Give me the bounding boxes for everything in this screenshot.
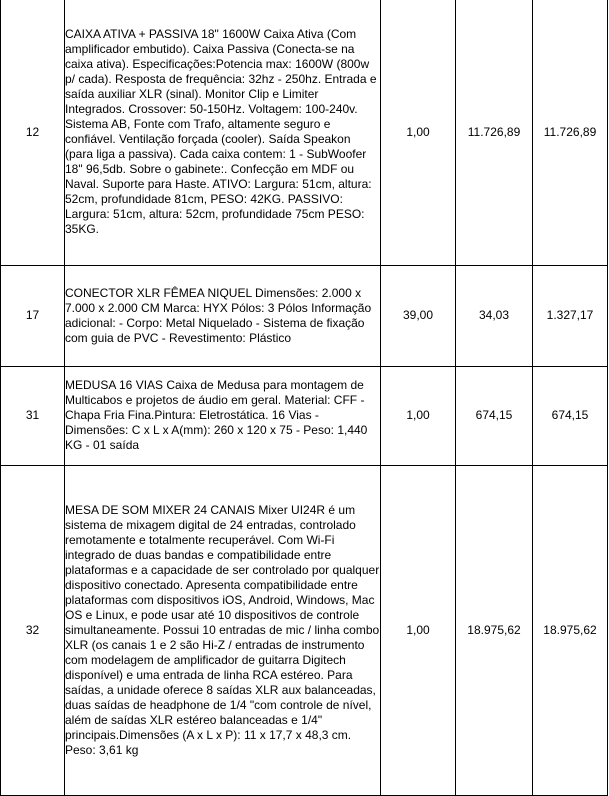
quantity-cell: 1,00 (381, 0, 456, 265)
item-number-cell: 31 (1, 366, 65, 465)
table-row (1, 0, 608, 265)
item-description: MESA DE SOM MIXER 24 CANAIS Mixer UI24R é um sistema de mixagem digital de 24 entradas, controlado remotamente e totalmente recuperável. Com Wi-Fi integrado de duas bandas e compatibilidade entre plataformas e a capacidade de ser controlado por qualquer dispositivo conectado. Apresenta compatibilidade entre plataformas com dispositivos iOS, Android, Windows, Mac OS e Linux, e pode usar até 10 dispositivos de controle simultaneamente. Possui 10 entradas de mic / linha combo XLR (os canais 1 e 2 são Hi-Z / entradas de instrumento com modelagem de amplificador de guitarra Digitech disponível) e uma entrada de linha RCA estéreo. Para saídas, a unidade oferece 8 saídas XLR aux balanceadas, duas saídas de headphone de 1/4 "com controle de nível, além de saídas XLR estéreo balanceadas e 1/4" principais.Dimensões (A x L x P): 11 x 17,7 x 48,3 cm. Peso: 3,61 kg (65, 502, 380, 757)
table-row (1, 465, 608, 795)
quantity-cell: 1,00 (381, 366, 456, 465)
item-number-cell: 32 (1, 465, 65, 795)
description-cell (65, 265, 381, 366)
unit-price-cell: 34,03 (456, 265, 533, 366)
quantity-cell: 39,00 (381, 265, 456, 366)
description-cell (65, 465, 381, 795)
item-number-cell: 17 (1, 265, 65, 366)
total-price-cell: 674,15 (533, 366, 608, 465)
description-cell (65, 0, 381, 265)
unit-price-cell: 18.975,62 (456, 465, 533, 795)
total-price-cell: 18.975,62 (533, 465, 608, 795)
description-cell (65, 366, 381, 465)
unit-price-cell: 674,15 (456, 366, 533, 465)
total-price-cell: 1.327,17 (533, 265, 608, 366)
item-description: MEDUSA 16 VIAS Caixa de Medusa para montagem de Multicabos e projetos de áudio em geral. Material: CFF - Chapa Fria Fina.Pintura: Eletrostática. 16 Vias - Dimensões: C x L x A(mm): 260 x 120 x 75 - Peso: 1,440 KG - 01 saída (65, 378, 368, 452)
table-row (1, 366, 608, 465)
quantity-cell: 1,00 (381, 465, 456, 795)
total-price-cell: 11.726,89 (533, 0, 608, 265)
table-row (1, 265, 608, 366)
item-description: CAIXA ATIVA + PASSIVA 18" 1600W Caixa Ativa (Com amplificador embutido). Caixa Passiva (Conecta-se na caixa ativa). Especificações:Potencia max: 1600W (800w p/ cada). Resposta de frequência: 32hz - 250hz. Entrada e saída auxiliar XLR (sinal). Monitor Clip e Limiter Integrados. Crossover: 50-150Hz. Voltagem: 100-240v. Sistema AB, Fonte com Trafo, altamente seguro e confiável. Ventilação forçada (cooler). Saída Speakon (para liga a passiva). Cada caixa contem: 1 - SubWoofer 18" 96,5db. Sobre o gabinete:. Confecção em MDF ou Naval. Suporte para Haste. ATIVO: Largura: 51cm, altura: 52cm, profundidade 81cm, PESO: 42KG. PASSIVO: Largura: 51cm, altura: 52cm, profundidade 75cm PESO: 35KG. (65, 27, 377, 237)
item-number-cell: 12 (1, 0, 65, 265)
unit-price-cell: 11.726,89 (456, 0, 533, 265)
item-description: CONECTOR XLR FÊMEA NIQUEL Dimensões: 2.000 x 7.000 x 2.000 CM Marca: HYX Pólos: 3 Pólos Informação adicional: - Corpo: Metal Niquelado - Sistema de fixação com guia de PVC - Revestimento: Plástico (65, 285, 372, 345)
